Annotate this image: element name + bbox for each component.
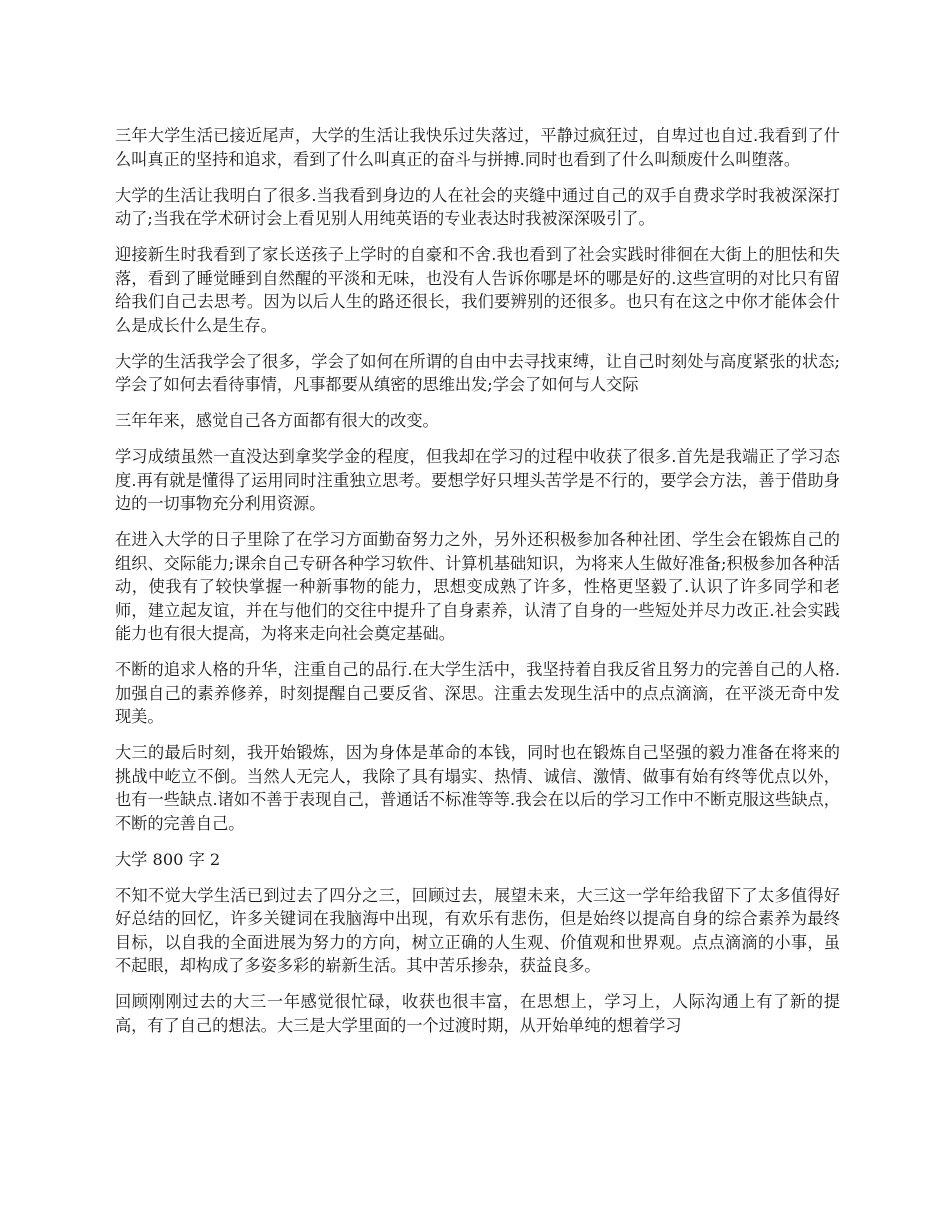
paragraph-1: 三年大学生活已接近尾声，大学的生活让我快乐过失落过，平静过疯狂过，自卑过也自过.我看到了什么叫真正的坚持和追求，看到了什么叫真正的奋斗与拼搏.同时也看到了什么叫颓废什么叫堕落。 [115, 126, 840, 169]
paragraph-9: 大三的最后时刻，我开始锻炼，因为身体是革命的本钱，同时也在锻炼自己坚强的毅力准备在将来的挑战中屹立不倒。当然人无完人，我除了具有塌实、热情、诚信、激情、做事有始有终等优点以外，也有一些缺点.诸如不善于表现自己，普通话不标准等等.我会在以后的学习工作中不断克服这些缺点，不断的完善自己。 [115, 743, 840, 833]
paragraph-7: 在进入大学的日子里除了在学习方面勤奋努力之外，另外还积极参加各种社团、学生会在锻炼自己的组织、交际能力;课余自己专研各种学习软件、计算机基础知识，为将来人生做好准备;积极参加各种活动，使我有了较快掌握一种新事物的能力，思想变成熟了许多，性格更坚毅了.认识了许多同学和老师，建立起友谊，并在与他们的交往中提升了自身素养，认清了自身的一些短处并尽力改正.社会实践能力也有很大提高，为将来走向社会奠定基础。 [115, 530, 840, 643]
document-body [115, 124, 840, 1050]
paragraph-4: 大学的生活我学会了很多，学会了如何在所谓的自由中去寻找束缚，让自己时刻处与高度紧张的状态;学会了如何去看待事情，凡事都要从缜密的思维出发;学会了如何与人交际 [115, 351, 840, 394]
paragraph-11: 回顾刚刚过去的大三一年感觉很忙碌，收获也很丰富，在思想上，学习上，人际沟通上有了新的提高，有了自己的想法。大三是大学里面的一个过渡时期，从开始单纯的想着学习 [115, 992, 840, 1035]
section-heading: 大学 800 字 2 [115, 849, 221, 869]
paragraph-8: 不断的追求人格的升华，注重自己的品行.在大学生活中，我坚持着自我反省且努力的完善自己的人格.加强自己的素养修养，时刻提醒自己要反省、深思。注重去发现生活中的点点滴滴，在平淡无奇中发现美。 [115, 660, 840, 726]
paragraph-5: 三年年来，感觉自己各方面都有很大的改变。 [115, 411, 439, 430]
paragraph-2: 大学的生活让我明白了很多.当我看到身边的人在社会的夹缝中通过自己的双手自费求学时我被深深打动了;当我在学术研讨会上看见别人用纯英语的专业表达时我被深深吸引了。 [115, 185, 840, 228]
paragraph-3: 迎接新生时我看到了家长送孩子上学时的自豪和不舍.我也看到了社会实践时徘徊在大街上的胆怯和失落，看到了睡觉睡到自然醒的平淡和无味，也没有人告诉你哪是坏的哪是好的.这些宣明的对比只有留给我们自己去思考。因为以后人生的路还很长，我们要辨别的还很多。也只有在这之中你才能体会什么是成长什么是生存。 [115, 245, 840, 335]
paragraph-6: 学习成绩虽然一直没达到拿奖学金的程度，但我却在学习的过程中收获了很多.首先是我端正了学习态度.再有就是懂得了运用同时注重独立思考。要想学好只埋头苦学是不行的，要学会方法，善于借助身边的一切事物充分利用资源。 [115, 447, 840, 513]
paragraph-10: 不知不觉大学生活已到过去了四分之三，回顾过去，展望未来，大三这一学年给我留下了太多值得好好总结的回忆，许多关键词在我脑海中出现，有欢乐有悲伤，但是始终以提高自身的综合素养为最终目标，以自我的全面进展为努力的方向，树立正确的人生观、价值观和世界观。点点滴滴的小事，虽不起眼，却构成了多姿多彩的崭新生活。其中苦乐掺杂，获益良多。 [115, 885, 840, 975]
